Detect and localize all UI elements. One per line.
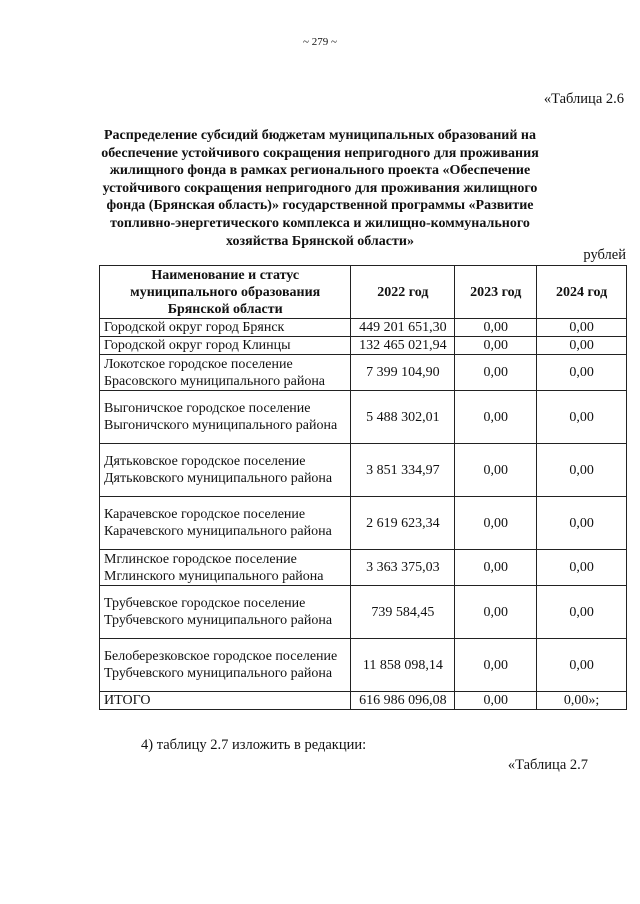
- total-2023: 0,00: [455, 692, 537, 710]
- amount-2023: 0,00: [455, 319, 537, 337]
- amount-2023: 0,00: [455, 355, 537, 391]
- amount-2024: 0,00: [537, 497, 627, 550]
- table-row: [100, 550, 627, 586]
- amount-2024: 0,00: [537, 391, 627, 444]
- units-label: рублей: [583, 247, 626, 263]
- amount-2024: 0,00: [537, 444, 627, 497]
- amount-2022: 739 584,45: [351, 586, 455, 639]
- municipality-name: Городской округ город Клинцы: [100, 337, 351, 355]
- table-row: [100, 337, 627, 355]
- table-row: [100, 319, 627, 337]
- amount-2024: 0,00: [537, 319, 627, 337]
- header-2023: 2023 год: [455, 266, 537, 319]
- table-row: [100, 639, 627, 692]
- header-municipality: Наименование и статус муниципального образования Брянской области: [100, 266, 351, 319]
- table-row: [100, 355, 627, 391]
- municipality-name: Мглинское городское поселение Мглинского муниципального района: [100, 550, 351, 586]
- header-2022: 2022 год: [351, 266, 455, 319]
- table-row: [100, 497, 627, 550]
- amount-2024: 0,00: [537, 550, 627, 586]
- amount-2023: 0,00: [455, 586, 537, 639]
- municipality-name: Трубчевское городское поселение Трубчевского муниципального района: [100, 586, 351, 639]
- table-row: [100, 444, 627, 497]
- amount-2023: 0,00: [455, 444, 537, 497]
- amount-2023: 0,00: [455, 337, 537, 355]
- municipality-name: Городской округ город Брянск: [100, 319, 351, 337]
- amount-2024: 0,00: [537, 586, 627, 639]
- amount-2024: 0,00: [537, 639, 627, 692]
- amount-2023: 0,00: [455, 639, 537, 692]
- table-total-row: [100, 692, 627, 710]
- table-row: [100, 586, 627, 639]
- total-2022: 616 986 096,08: [351, 692, 455, 710]
- amount-2022: 132 465 021,94: [351, 337, 455, 355]
- table-header-row: [100, 266, 627, 319]
- page-number: ~ 279 ~: [303, 36, 337, 48]
- amount-2022: 2 619 623,34: [351, 497, 455, 550]
- amount-2022: 449 201 651,30: [351, 319, 455, 337]
- amount-2024: 0,00: [537, 337, 627, 355]
- amount-2024: 0,00: [537, 355, 627, 391]
- municipality-name: Дятьковское городское поселение Дятьковского муниципального района: [100, 444, 351, 497]
- amount-2022: 3 851 334,97: [351, 444, 455, 497]
- amount-2022: 7 399 104,90: [351, 355, 455, 391]
- subsidy-table: [99, 265, 627, 710]
- amount-2023: 0,00: [455, 550, 537, 586]
- municipality-name: Локотское городское поселение Брасовского муниципального района: [100, 355, 351, 391]
- document-title: Распределение субсидий бюджетам муниципальных образований на обеспечение устойчивого сокращения непригодного для проживания жилищного фонда в рамках регионального проекта «Обеспечение устойчивого сокращения непригодного для проживания жилищного фонда (Брянская область)» государственной программы «Развитие топливно-энергетического комплекса и жилищно-коммунального хозяйства Брянской области»: [101, 128, 539, 249]
- table-reference: «Таблица 2.6: [543, 91, 624, 107]
- amount-2022: 11 858 098,14: [351, 639, 455, 692]
- total-2024: 0,00»;: [537, 692, 627, 710]
- table-row: [100, 391, 627, 444]
- amount-2022: 5 488 302,01: [351, 391, 455, 444]
- amount-2023: 0,00: [455, 497, 537, 550]
- municipality-name: Карачевское городское поселение Карачевского муниципального района: [100, 497, 351, 550]
- next-table-reference: «Таблица 2.7: [507, 757, 588, 773]
- amount-2023: 0,00: [455, 391, 537, 444]
- municipality-name: Белоберезковское городское поселение Трубчевского муниципального района: [100, 639, 351, 692]
- total-label: ИТОГО: [100, 692, 351, 710]
- amendment-instruction: 4) таблицу 2.7 изложить в редакции:: [141, 737, 367, 753]
- header-2024: 2024 год: [537, 266, 627, 319]
- amount-2022: 3 363 375,03: [351, 550, 455, 586]
- municipality-name: Выгоничское городское поселение Выгоничского муниципального района: [100, 391, 351, 444]
